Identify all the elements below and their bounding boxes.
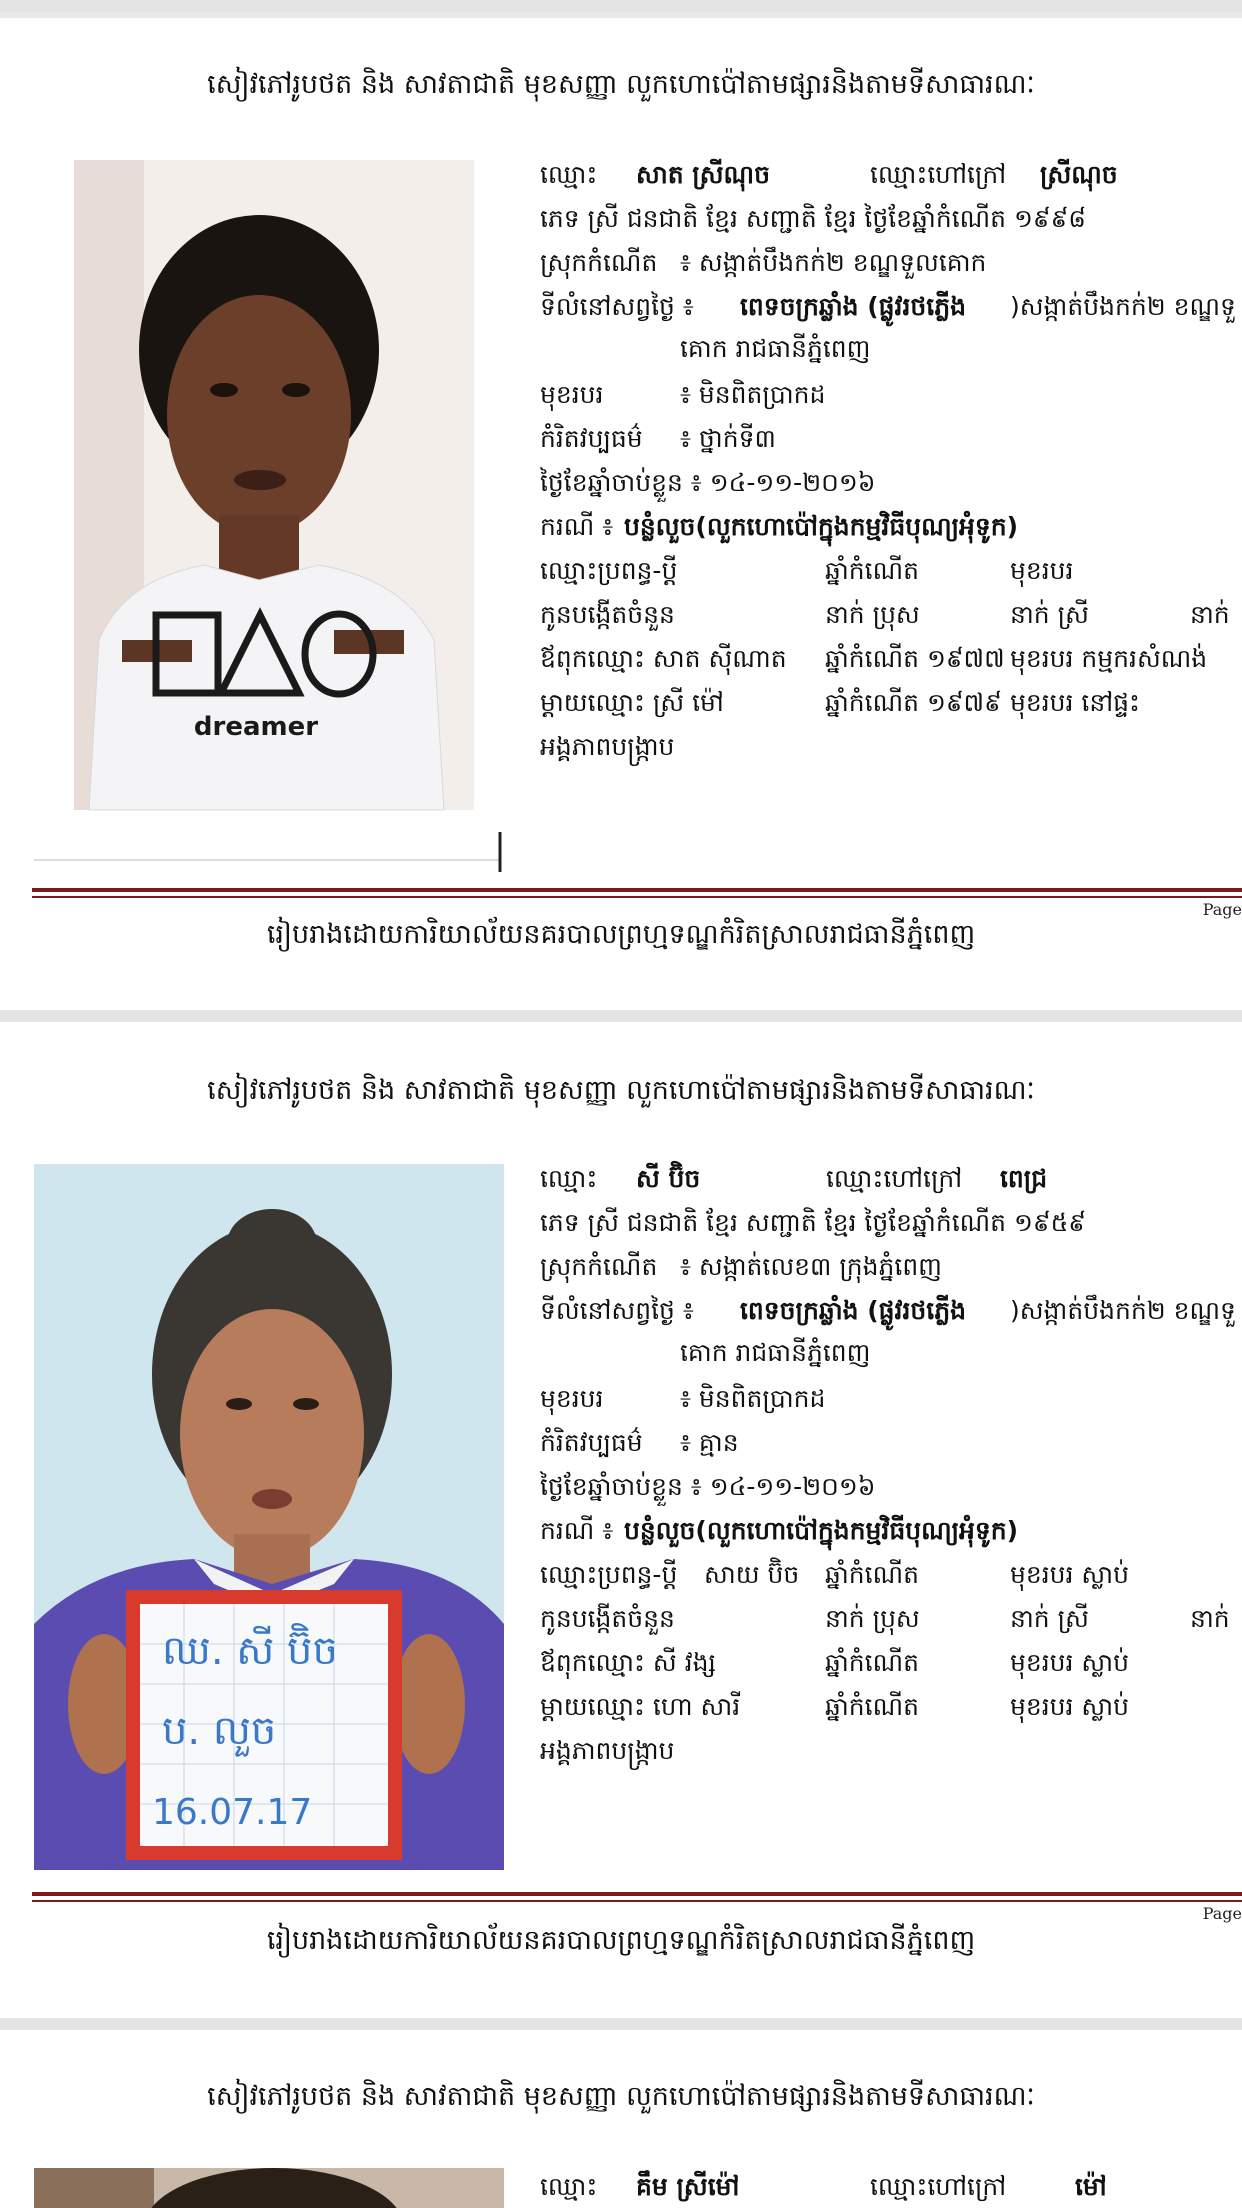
page-3: សៀវភៅរូបថត និង សាវតាជាតិ មុខសញ្ញា លួកហោប៉ៅតាមផ្សារនិងតាមទីសាធារណៈ ឈ្មោះ គឹម ស្រីម៉ៅ ឈ្មោះហៅក្រៅ ម៉ៅ	[0, 2030, 1242, 2208]
mugshot-photo	[34, 2168, 504, 2208]
page-title: សៀវភៅរូបថត និង សាវតាជាតិ មុខសញ្ញា លួកហោប៉ៅតាមផ្សារនិងតាមទីសាធារណៈ	[207, 1075, 1035, 1106]
page-label: Page	[1202, 900, 1242, 919]
page-separator	[0, 0, 1242, 12]
page-separator	[0, 1010, 1242, 1022]
shirt-print-text: dreamer	[193, 712, 319, 742]
unit-row: អង្គភាពបង្ក្រាប	[540, 1736, 675, 1765]
board-date-text: 16.07.17	[152, 1792, 313, 1833]
unit-row: អង្គភាពបង្ក្រាប	[540, 732, 675, 761]
board-offense-text: ប. លួច	[162, 1708, 277, 1754]
sex-row: ភេទ ស្រី ជនជាតិ ខ្មែរ សញ្ជាតិ ខ្មែរ ថ្ងៃខែឆ្នាំកំណើត ១៩៥៩	[540, 1208, 1086, 1237]
suspect-alias: ពេជ្រ	[1000, 1164, 1048, 1193]
footer-rule-thin	[32, 1900, 1242, 1902]
page-footer: រៀបរាងដោយការិយាល័យនគរបាលព្រហ្មទណ្ឌកំរិតស្រាលរាជធានីភ្នំពេញ	[266, 919, 976, 950]
page-separator	[0, 2018, 1242, 2030]
page-title: សៀវភៅរូបថត និង សាវតាជាតិ មុខសញ្ញា លួកហោប៉ៅតាមផ្សារនិងតាមទីសាធារណៈ	[207, 2081, 1035, 2112]
footer-rule	[32, 888, 1242, 892]
suspect-alias: ស្រីណុច	[1040, 160, 1118, 189]
page-2: សៀវភៅរូបថត និង សាវតាជាតិ មុខសញ្ញា លួកហោប៉ៅតាមផ្សារនិងតាមទីសាធារណៈ ឈ. សី ប៊ិច ប. លួច 16.07.17 ឈ្មោះ សី ប៊ិច ឈ្មោះហៅក្រៅ ពេជ្រ ភេទ ស្រី ជនជាតិ ខ្មែរ សញ្ជាតិ ខ្មែរ ថ្ងៃខែឆ្នាំកំណើត ១៩៥៩ ស្រុកកំណើត ៖ សង្កាត់លេខ៣ ក្រុងភ្នំពេញ ទីលំនៅសព្វថ្ងៃ ៖ ពេទចក្រឆ្លាំង (ផ្លូវរថភ្លើង )សង្កាត់បឹងកក់២ ខណ្ឌទួ គោក រាជធានីភ្នំពេញ មុខរបរ ៖ មិនពិតប្រាកដ កំរិតវប្បធម៌ ៖ គ្មាន ថ្ងៃខែឆ្នាំចាប់ខ្លួន ៖ ១៤-១១-២០១៦ ករណី ៖ បន្លំលួច(លួកហោប៉ៅក្នុងកម្មវិធីបុណ្យអុំទូក) ឈ្មោះប្រពន្ធ-ប្តី សាយ ប៊ិច ឆ្នាំកំណើត មុខរបរ ស្លាប់ កូនបង្កើតចំនួន នាក់ ប្រុស នាក់ ស្រី នាក់ ឪពុកឈ្មោះ សី វង្ស ឆ្នាំកំណើត មុខរបរ ស្លាប់ ម្តាយឈ្មោះ ហោ សារី ឆ្នាំកំណើត មុខរបរ ស្លាប់ អង្គភាពបង្ក្រាប Page រៀបរាងដោយការិយាល័យនគរបាលព្រហ្មទណ្ឌកំរិតស្រាលរាជធានីភ្នំពេញ	[0, 1022, 1242, 2018]
suspect-name: សាត ស្រីណុច	[636, 160, 770, 189]
arrest-date-row: ថ្ងៃខែឆ្នាំចាប់ខ្លួន ៖ ១៤-១១-២០១៦	[540, 468, 876, 497]
footer-rule	[32, 1892, 1242, 1896]
page-footer: រៀបរាងដោយការិយាល័យនគរបាលព្រហ្មទណ្ឌកំរិតស្រាលរាជធានីភ្នំពេញ	[266, 1925, 976, 1956]
suspect-name: គឹម ស្រីម៉ៅ	[636, 2172, 740, 2201]
page-label: Page	[1202, 1904, 1242, 1923]
mugshot-photo	[34, 1164, 504, 1870]
board-name-text: ឈ. សី ប៊ិច	[162, 1628, 338, 1674]
page-title: សៀវភៅរូបថត និង សាវតាជាតិ មុខសញ្ញា លួកហោប៉ៅតាមផ្សារនិងតាមទីសាធារណៈ	[207, 69, 1035, 100]
mugshot-photo	[34, 160, 504, 872]
suspect-alias: ម៉ៅ	[1075, 2172, 1107, 2201]
suspect-name: សី ប៊ិច	[636, 1164, 701, 1193]
footer-rule-thin	[32, 896, 1242, 898]
page-1: សៀវភៅរូបថត និង សាវតាជាតិ មុខសញ្ញា លួកហោប៉ៅតាមផ្សារនិងតាមទីសាធារណៈ dreamer ឈ្មោះ សាត ស្រីណុច ឈ្មោះហៅក្រៅ ស្រីណុច ភេទ ស្រី ជនជាតិ ខ្មែរ សញ្ជាតិ ខ្មែរ ថ្ងៃខែឆ្នាំកំណើត ១៩៩៨ ស្រុកកំណើត ៖ សង្កាត់បឹងកក់២ ខណ្ឌទួលគោក ទីលំនៅសព្វថ្ងៃ ៖ ពេទចក្រឆ្លាំង (ផ្លូវរថភ្លើង )សង្កាត់បឹងកក់២ ខណ្ឌទួ គោក រាជធានីភ្នំពេញ មុខរបរ ៖ មិនពិតប្រាកដ កំរិតវប្បធម៌ ៖ ថ្នាក់ទី៣ ថ្ងៃខែឆ្នាំចាប់ខ្លួន ៖ ១៤-១១-២០១៦ ករណី ៖ បន្លំលួច(លួកហោប៉ៅក្នុងកម្មវិធីបុណ្យអុំទូក) ឈ្មោះប្រពន្ធ-ប្តី ឆ្នាំកំណើត មុខរបរ កូនបង្កើតចំនួន នាក់ ប្រុស នាក់ ស្រី នាក់ ឪពុកឈ្មោះ សាត ស៊ីណាត ឆ្នាំកំណើត ១៩៧៧ មុខរបរ កម្មករសំណង់ ម្តាយឈ្មោះ ស្រី ម៉ៅ ឆ្នាំកំណើត ១៩៧៩ មុខរបរ នៅផ្ទះ អង្គភាពបង្ក្រាប Page រៀបរាងដោយការិយាល័យនគរបាលព្រហ្មទណ្ឌកំរិតស្រាលរាជធានីភ្នំពេញ	[0, 18, 1242, 1010]
sex-row: ភេទ ស្រី ជនជាតិ ខ្មែរ សញ្ជាតិ ខ្មែរ ថ្ងៃខែឆ្នាំកំណើត ១៩៩៨	[540, 204, 1086, 233]
arrest-date-row: ថ្ងៃខែឆ្នាំចាប់ខ្លួន ៖ ១៤-១១-២០១៦	[540, 1472, 876, 1501]
